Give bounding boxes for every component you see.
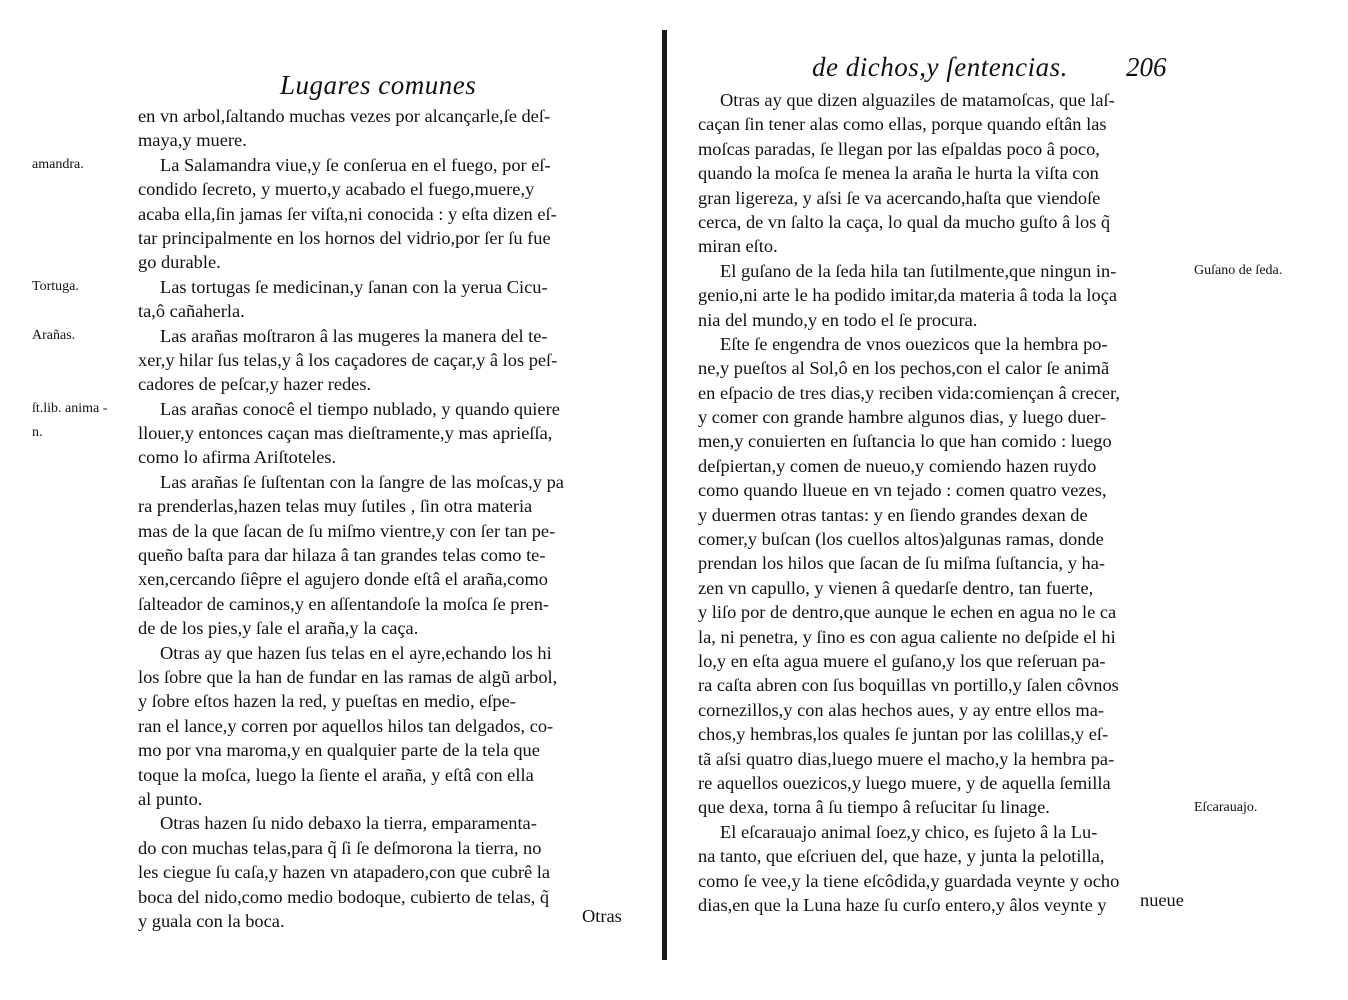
text-line: de de los pies,y ſale el araña,y la caça. [138, 618, 419, 639]
text-line: do con muchas telas,para q̃ ſi ſe deſmorona la tierra, no [138, 837, 542, 858]
margin-note: amandra. [32, 156, 84, 172]
text-line: Otras ay que hazen ſus telas en el ayre,echando los hi [160, 642, 552, 663]
right-catchword: nueue [1140, 890, 1184, 910]
text-line: miran eſto. [698, 236, 778, 257]
text-line: ſalteador de caminos,y en aſſentandoſe la moſca ſe pren- [138, 593, 550, 614]
margin-note: Guſano de ſeda. [1194, 262, 1283, 278]
text-line: cadores de peſcar,y hazer redes. [138, 374, 372, 395]
text-line: y duermen otras tantas: y en ſiendo grandes dexan de [698, 504, 1088, 525]
margin-note: ſt.lib. anima - [32, 400, 108, 416]
margin-note: n. [32, 425, 43, 441]
left-page-body [138, 104, 638, 933]
text-line: acaba ella,ſin jamas ſer viſta,ni conocida : y eſta dizen eſ- [138, 203, 557, 224]
text-line: en vn arbol,ſaltando muchas vezes por alcançarle,ſe deſ- [138, 106, 551, 126]
text-line: Otras ay que dizen alguaziles de matamoſcas, que laſ- [720, 90, 1115, 110]
text-line: y ſobre eſtos hazen la red, y pueſtas en medio, eſpe- [138, 691, 516, 712]
text-line: queño baſta para dar hilaza â tan grandes telas como te- [138, 545, 546, 566]
text-line: les ciegue ſu caſa,y hazen vn atapadero,con que cubrê la [138, 862, 551, 883]
text-line: tar principalmente en los hornos del vidrio,por ſer ſu fue [138, 227, 551, 248]
text-line: men,y conuierten en ſuſtancia lo que han comido : luego [698, 431, 1112, 452]
margin-note: Eſcarauajo. [1194, 799, 1258, 815]
text-line: y guala con la boca. [138, 910, 285, 931]
text-line: nia del mundo,y en todo el ſe procura. [698, 309, 978, 330]
text-line: El eſcarauajo animal ſoez,y chico, es ſujeto â la Lu- [720, 821, 1098, 842]
text-line: Las tortugas ſe medicinan,y ſanan con la yerua Cicu- [160, 276, 548, 297]
text-line: ne,y pueſtos al Sol,ô en los pechos,con el calor ſe animã [698, 358, 1110, 379]
left-page-header: Lugares comunes [280, 70, 477, 100]
margin-note: Tortuga. [32, 278, 79, 294]
text-line: zen vn capullo, y vienen â quedarſe dentro, tan fuerte, [698, 577, 1094, 598]
text-line: gran ligereza, y aſsi ſe va acercando,haſta que viendoſe [698, 187, 1101, 208]
book-gutter [662, 30, 667, 960]
text-line: cerca, de vn ſalto la caça, lo qual da mucho guſto â los q̃ [698, 211, 1111, 232]
text-line: dias,en que la Luna haze ſu curſo entero,y âlos veynte y [698, 894, 1107, 915]
right-page-header: de dichos,y ſentencias. [812, 52, 1068, 82]
text-line: al punto. [138, 788, 203, 809]
text-line: como quando llueue en vn tejado : comen quatro vezes, [698, 480, 1107, 501]
text-line: Otras hazen ſu nido debaxo la tierra, emparamenta- [160, 813, 537, 834]
text-line: La Salamandra viue,y ſe conſerua en el fuego, por eſ- [160, 154, 551, 175]
text-line: xen,cercando ſiêpre el agujero donde eſtâ el araña,como [138, 569, 548, 590]
text-line: boca del nido,como medio bodoque, cubierto de telas, q̃ [138, 886, 550, 907]
text-line: xer,y hilar ſus telas,y â los caçadores de caçar,y â los peſ- [138, 349, 558, 370]
text-line: mas de la que ſacan de ſu miſmo vientre,y con ſer tan pe- [138, 520, 556, 541]
text-line: chos,y hembras,los quales ſe juntan por las colillas,y eſ- [698, 724, 1109, 745]
text-line: deſpiertan,y comen de nueuo,y comiendo hazen ruydo [698, 455, 1097, 476]
right-page [674, 0, 1348, 1000]
text-line: y liſo por de dentro,que aunque le echen en agua no le ca [698, 602, 1117, 623]
text-line: caçan ſin tener alas como ellas, porque quando eſtân las [698, 114, 1107, 135]
text-line: maya,y muere. [138, 130, 247, 151]
text-line: mo por vna maroma,y en qualquier parte de la tela que [138, 740, 540, 761]
text-line: como lo afirma Ariſtoteles. [138, 447, 337, 468]
text-line: na tanto, que eſcriuen del, que haze, y junta la pelotilla, [698, 846, 1105, 867]
margin-note: Arañas. [32, 327, 76, 343]
text-line: en eſpacio de tres dias,y reciben vida:comiençan â crecer, [698, 382, 1121, 403]
text-line: cornezillos,y con alas hechos aues, y ay entre ellos ma- [698, 699, 1104, 720]
text-line: que dexa, torna â ſu tiempo â reſucitar ſu linage. [698, 797, 1050, 818]
text-line: Las arañas ſe ſuſtentan con la ſangre de las moſcas,y pa [160, 471, 564, 492]
left-catchword: Otras [582, 906, 622, 926]
folio-number: 206 [1126, 52, 1167, 82]
text-line: lo,y en eſta agua muere el guſano,y los que reſeruan pa- [698, 650, 1106, 671]
text-line: go durable. [138, 252, 221, 273]
right-page-body [698, 88, 1194, 917]
text-line: Las arañas conocê el tiempo nublado, y quando quiere [160, 398, 560, 419]
text-line: re aquellos ouezicos,y luego muere, y de aquella ſemilla [698, 772, 1111, 793]
text-line: comer,y buſcan (los cuellos altos)algunas ramas, donde [698, 529, 1104, 550]
text-line: condido ſecreto, y muerto,y acabado el fuego,muere,y [138, 179, 535, 200]
text-line: toque la moſca, luego la ſiente el araña, y eſtâ con ella [138, 764, 534, 785]
text-line: Las arañas moſtraron â las mugeres la manera del te- [160, 325, 548, 346]
text-line: Eſte ſe engendra de vnos ouezicos que la hembra po- [720, 333, 1108, 354]
text-line: moſcas paradas, ſe llegan por las eſpaldas poco â poco, [698, 138, 1100, 159]
text-line: llouer,y entonces caçan mas dieſtramente,y mas aprieſſa, [138, 423, 553, 444]
text-line: ta,ô cañaherla. [138, 301, 245, 322]
text-line: como ſe vee,y la tiene eſcôdida,y guardada veynte y ocho [698, 870, 1120, 891]
text-line: y comer con grande hambre algunos dias, y luego duer- [698, 407, 1107, 428]
text-line: quando la moſca ſe menea la araña le hurta la viſta con [698, 163, 1099, 184]
text-line: ran el lance,y corren por aquellos hilos tan delgados, co- [138, 715, 554, 736]
text-line: genio,ni arte le ha podido imitar,da materia â toda la loça [698, 285, 1118, 306]
text-line: los ſobre que la han de fundar en las ramas de algũ arbol, [138, 666, 558, 687]
text-line: tã aſsi quatro dias,luego muere el macho,y la hembra pa- [698, 748, 1115, 769]
text-line: la, ni penetra, y ſino es con agua caliente no deſpide el hi [698, 626, 1116, 647]
text-line: ra prenderlas,hazen telas muy ſutiles , ſin otra materia [138, 496, 533, 517]
text-line: prendan los hilos que ſacan de ſu miſma ſuſtancia, y ha- [698, 553, 1106, 574]
text-line: El guſano de la ſeda hila tan ſutilmente,que ningun in- [720, 260, 1117, 281]
text-line: ra caſta abren con ſus boquillas vn portillo,y ſalen côvnos [698, 675, 1119, 696]
left-page [0, 0, 668, 1000]
